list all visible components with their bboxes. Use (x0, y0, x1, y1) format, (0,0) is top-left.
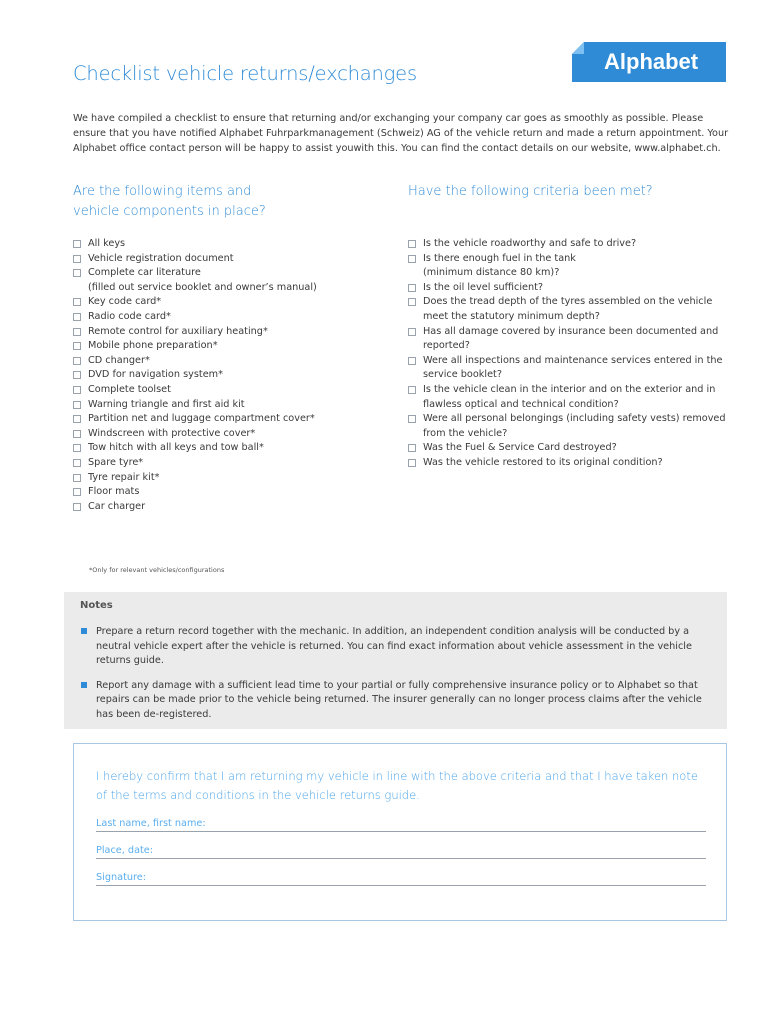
checklist-item-label: All keys (88, 238, 126, 249)
checkbox-icon[interactable] (408, 240, 416, 248)
checkbox-icon[interactable] (408, 298, 416, 306)
checklist-item (408, 325, 728, 340)
checkbox-icon[interactable] (73, 474, 81, 482)
footnote: *Only for relevant vehicles/configurations (89, 566, 225, 574)
checklist-item-label: Spare tyre* (88, 456, 144, 468)
checklist-item-label: meet the statutory minimum depth? (423, 310, 600, 322)
checkbox-icon[interactable] (408, 357, 416, 365)
checklist-item-label: flawless optical and technical condition? (423, 398, 619, 410)
checklist-item-label: Were all personal belongings (including safety vests) removed (423, 413, 726, 425)
signature-field[interactable]: Signature: (96, 872, 706, 886)
checklist-item-label: Mobile phone preparation* (88, 340, 218, 352)
checklist-item-label: reported? (423, 340, 470, 352)
checklist-item-label: Does the tread depth of the tyres assembled on the vehicle (423, 296, 713, 308)
checklist-item-label: Is the vehicle clean in the interior and on the exterior and in (423, 383, 716, 395)
checklist-item-label: Tyre repair kit* (88, 471, 160, 483)
notes-box (64, 592, 727, 729)
checkbox-icon[interactable] (73, 255, 81, 263)
note-item (81, 625, 719, 669)
left-checklist (73, 237, 383, 514)
place-date-field[interactable]: Place, date: (96, 845, 706, 859)
checklist-item-label: Key code card* (88, 296, 162, 308)
checklist-item-label: Complete toolset (88, 383, 171, 395)
checkbox-icon[interactable] (408, 255, 416, 263)
checklist-item (408, 252, 728, 267)
checklist-item (73, 325, 383, 340)
checklist-item-label: Vehicle registration document (88, 252, 234, 264)
checklist-item-label: (filled out service booklet and owner’s manual) (88, 281, 317, 293)
checkbox-icon[interactable] (408, 415, 416, 423)
checklist-item-label: service booklet? (423, 369, 502, 381)
right-column-heading: Have the following criteria been met? (408, 184, 653, 199)
checklist-item (408, 354, 728, 369)
checklist-item-continuation (408, 427, 728, 442)
note-text: Report any damage with a sufficient lead time to your partial or fully comprehensive insurance policy or to Alphabet so that repairs can be made prior to the vehicle being returned. The insurer generally can no longer process claims after the vehicle has been de-registered. (96, 679, 702, 720)
checklist-item-label: Complete car literature (88, 267, 201, 279)
checkbox-icon[interactable] (73, 328, 81, 336)
checklist-item (73, 237, 383, 252)
right-checklist (408, 237, 728, 471)
checklist-item (408, 281, 728, 296)
checkbox-icon[interactable] (73, 298, 81, 306)
checkbox-icon[interactable] (73, 503, 81, 511)
checklist-item-label: Is there enough fuel in the tank (423, 252, 576, 264)
checkbox-icon[interactable] (73, 415, 81, 423)
checklist-item-continuation (408, 368, 728, 383)
checklist-item-continuation (408, 266, 728, 281)
intro-paragraph: We have compiled a checklist to ensure that returning and/or exchanging your company car goes as smoothly as possible. Please ensure that you have notified Alphabet Fuhrparkmanagement (Schweiz) AG of the vehicle return and made a return appointment. Your Alphabet office contact person will be happy to assist youwith this. You can find the contact details on our website, www.alphabet.ch. (73, 113, 729, 154)
checkbox-icon[interactable] (408, 284, 416, 292)
checklist-item (73, 471, 383, 486)
checklist-item (73, 295, 383, 310)
checklist-item-label: Was the vehicle restored to its original condition? (423, 456, 663, 468)
note-item (81, 679, 719, 723)
checklist-item (73, 266, 383, 281)
checklist-item (73, 412, 383, 427)
checklist-item-label: Warning triangle and first aid kit (88, 398, 245, 410)
checkbox-icon[interactable] (73, 401, 81, 409)
checklist-item-label: Is the oil level sufficient? (423, 281, 544, 293)
checkbox-icon[interactable] (73, 444, 81, 452)
checkbox-icon[interactable] (73, 269, 81, 277)
checklist-item (73, 368, 383, 383)
checklist-item-label: Has all damage covered by insurance been documented and (423, 325, 719, 337)
name-field[interactable]: Last name, first name: (96, 818, 706, 832)
bullet-square-icon (81, 682, 87, 688)
confirmation-box (73, 743, 727, 921)
checklist-item-continuation (408, 339, 728, 354)
checklist-item-continuation (73, 281, 383, 296)
checklist-item (73, 339, 383, 354)
checklist-item-label: Radio code card* (88, 310, 171, 322)
checklist-item-label: DVD for navigation system* (88, 369, 223, 381)
note-text: Prepare a return record together with the mechanic. In addition, an independent condition analysis will be conducted by a neutral vehicle expert after the vehicle is returned. You can find exact information about vehicle assessment in the vehicle returns guide. (96, 626, 692, 667)
checklist-item (73, 441, 383, 456)
checklist-item (408, 295, 728, 310)
checkbox-icon[interactable] (73, 371, 81, 379)
checklist-item-label: Was the Fuel & Service Card destroyed? (423, 442, 617, 454)
checkbox-icon[interactable] (73, 342, 81, 350)
checklist-item-label: Is the vehicle roadworthy and safe to drive? (423, 238, 637, 249)
checklist-item (73, 398, 383, 413)
checklist-item (73, 485, 383, 500)
checklist-item-label: CD changer* (88, 354, 150, 366)
notes-heading: Notes (80, 600, 113, 611)
checkbox-icon[interactable] (408, 386, 416, 394)
checklist-item-label: Were all inspections and maintenance services entered in the (423, 354, 723, 366)
checkbox-icon[interactable] (408, 328, 416, 336)
checklist-item (73, 500, 383, 515)
bullet-square-icon (81, 628, 87, 634)
checklist-item (73, 383, 383, 398)
checklist-item-continuation (408, 398, 728, 413)
left-column-heading (73, 182, 266, 222)
alphabet-logo (572, 42, 726, 82)
checkbox-icon[interactable] (73, 430, 81, 438)
checklist-item-label: from the vehicle? (423, 427, 508, 439)
checkbox-icon[interactable] (73, 488, 81, 496)
checklist-item-label: Tow hitch with all keys and tow ball* (88, 442, 264, 454)
checklist-item (408, 441, 728, 456)
checkbox-icon[interactable] (73, 240, 81, 248)
checklist-item-label: (minimum distance 80 km)? (423, 267, 560, 279)
checklist-item (408, 383, 728, 398)
checkbox-icon[interactable] (73, 313, 81, 321)
checklist-item-label: Remote control for auxiliary heating* (88, 325, 268, 337)
checklist-item (73, 456, 383, 471)
checklist-item (73, 354, 383, 369)
checklist-item-label: Partition net and luggage compartment cover* (88, 413, 315, 425)
confirmation-text: I hereby confirm that I am returning my vehicle in line with the above criteria and that I have taken note of the terms and conditions in the vehicle returns guide. (96, 769, 698, 802)
checklist-item (408, 412, 728, 427)
checklist-item-label: Floor mats (88, 486, 140, 498)
checkbox-icon[interactable] (408, 444, 416, 452)
left-heading-line2: vehicle components in place? (73, 204, 266, 219)
checklist-item (408, 456, 728, 471)
checkbox-icon[interactable] (73, 357, 81, 365)
checklist-item (408, 237, 728, 252)
checkbox-icon[interactable] (73, 459, 81, 467)
checklist-item (73, 427, 383, 442)
checkbox-icon[interactable] (73, 386, 81, 394)
checklist-item-continuation (408, 310, 728, 325)
left-heading-line1: Are the following items and (73, 184, 252, 199)
page-title: Checklist vehicle returns/exchanges (73, 62, 417, 85)
checklist-item (73, 252, 383, 267)
checkbox-icon[interactable] (408, 459, 416, 467)
checklist-item (73, 310, 383, 325)
checklist-item-label: Car charger (88, 500, 146, 512)
checklist-item-label: Windscreen with protective cover* (88, 427, 256, 439)
svg-text:Alphabet: Alphabet (604, 49, 699, 74)
